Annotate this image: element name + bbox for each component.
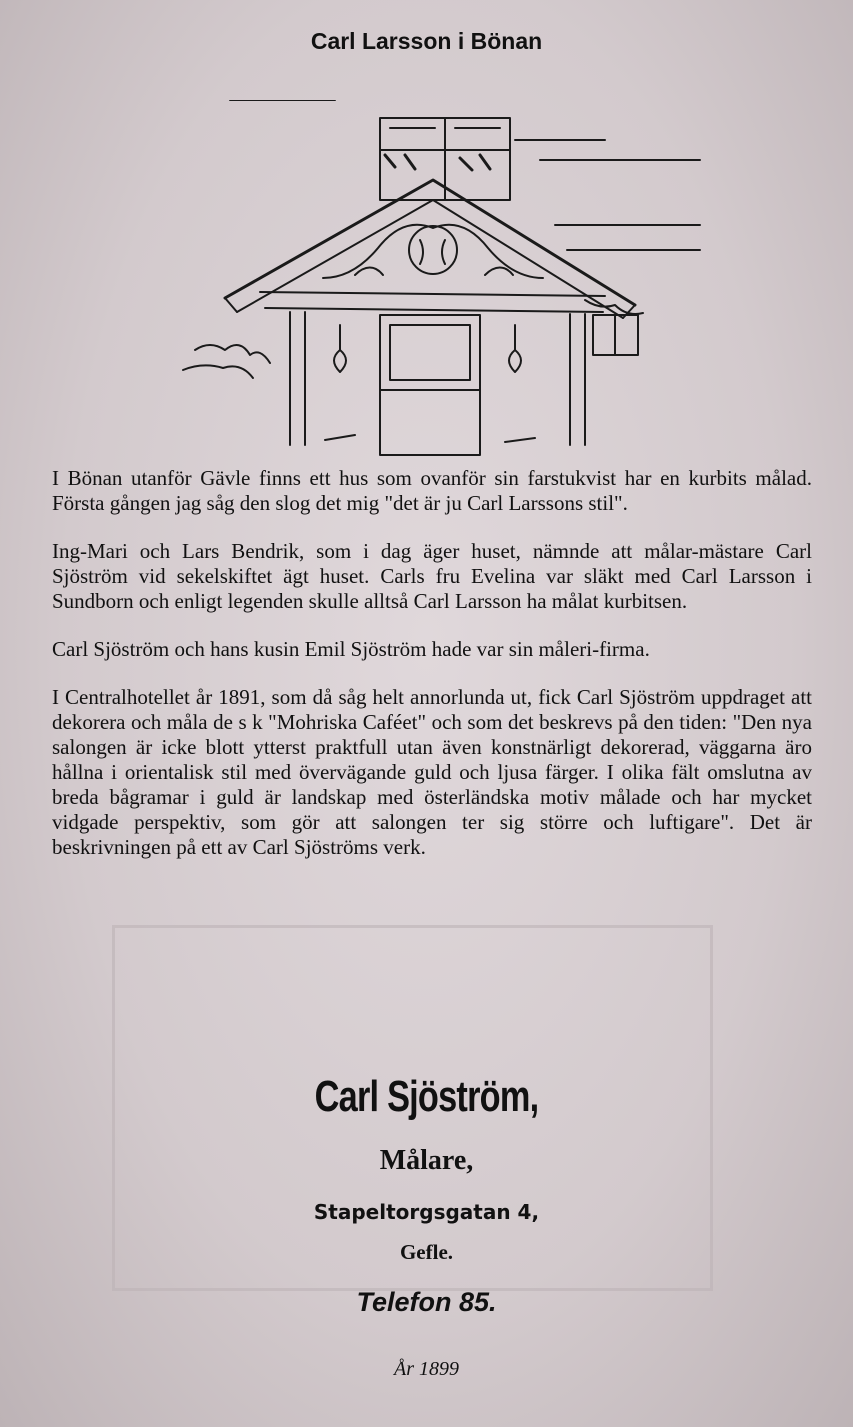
paragraph-centralhotellet: I Centralhotellet år 1891, som då såg helt annorlunda ut, fick Carl Sjöström uppdraget att dekorera och måla de s k "Mohriska Caféet" och som det beskrevs på den tiden: "Den nya salongen är icke blott ytterst praktfull utan även konstnärligt dekorerad, väggarna äro hållna i orientalisk stil med övervägande guld och ljusa färger. I olika fält omslutna av breda bågramar i guld är landskap med österländska motiv målade och har mycket vidgade perspektiv, som gör att salongen ter sig större och luftigare". Det är beskrivningen på ett av Carl Sjöströms verk.: [52, 685, 812, 859]
ad-name: Carl Sjöström,: [314, 1072, 539, 1121]
paragraph-owners: Ing-Mari och Lars Bendrik, som i dag äger huset, nämnde att målar-mästare Carl Sjöström vid sekelskiftet ägt huset. Carls fru Evelina var släkt med Carl Larsson i Sundborn och enligt legenden skulle alltså Carl Larsson ha målat kurbitsen.: [52, 539, 812, 613]
porch-illustration: [175, 100, 715, 460]
paragraph-intro: I Bönan utanför Gävle finns ett hus som ovanför sin farstukvist har en kurbits målad. Första gången jag såg den slog det mig "det är ju Carl Larssons stil".: [52, 466, 812, 515]
ad-city: Gefle.: [399, 1240, 454, 1264]
ad-year: År 1899: [394, 1358, 459, 1380]
article-body: [52, 466, 812, 883]
ad-phone: Telefon 85.: [356, 1287, 497, 1317]
paragraph-cousins: Carl Sjöström och hans kusin Emil Sjöström hade var sin måleri-firma.: [52, 637, 650, 661]
page-title: Carl Larsson i Bönan: [310, 28, 543, 54]
ad-street: Stapeltorgsgatan 4,: [313, 1200, 540, 1224]
ad-profession: Målare,: [379, 1145, 474, 1176]
